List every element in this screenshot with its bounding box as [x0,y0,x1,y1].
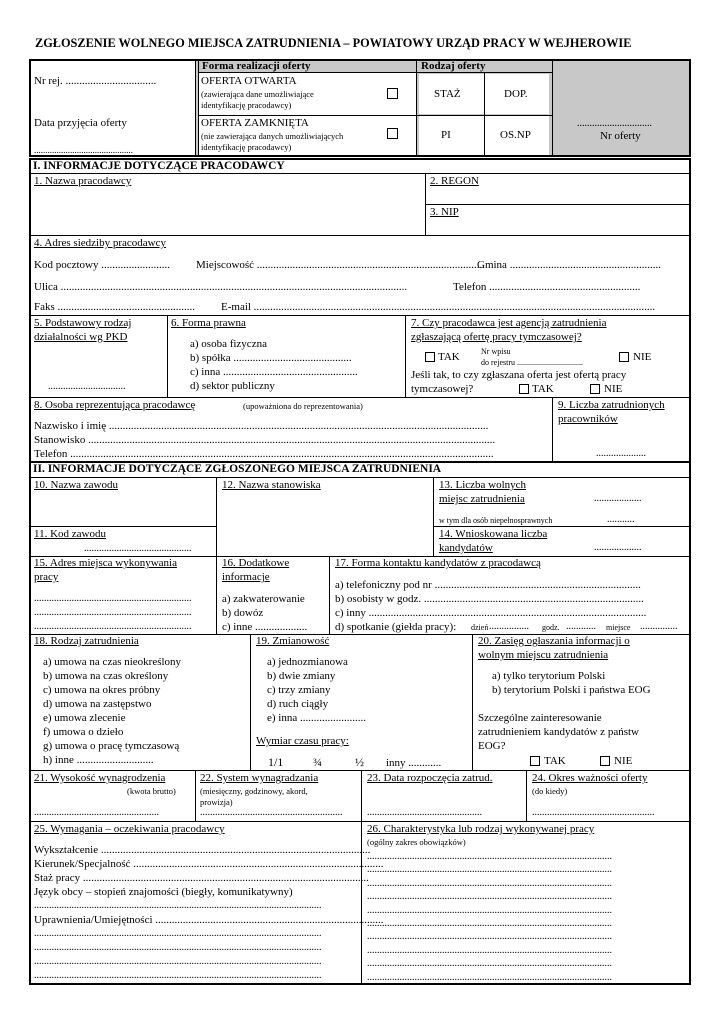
wymiar-1-2-option[interactable]: ½ [355,755,364,769]
kod-zawodu-field[interactable]: ........................................... [84,543,192,554]
kontakt-spotkanie-label: d) spotkanie (giełda pracy): [335,621,457,633]
zmianowosc-option-4[interactable]: d) ruch ciągły [267,698,329,710]
nr-oferty-field[interactable]: .............................. [577,118,652,129]
data-przyjecia-field[interactable]: ............................................ [34,145,133,155]
pi-option[interactable]: PI [441,129,451,141]
wynagrodzenie-note: (kwota brutto) [127,786,176,796]
rodzaj-zatrudnienia-option-4[interactable]: d) umowa na zastępstwo [43,698,152,710]
forma-prawna-d[interactable]: d) sektor publiczny [190,380,275,392]
nazwisko-field[interactable]: Nazwisko i imię .......................................................................................................................................... [34,420,489,432]
oferta-otwarta-note: (zawierająca dane umożliwiające [201,89,314,99]
regon-label: 2. REGON [430,175,479,187]
kod-pocztowy-field[interactable]: Kod pocztowy ......................... [34,259,170,271]
eog-question-2: zatrudnieniem kandydatów z państw [478,726,639,738]
zasieg-label: 20. Zasięg ogłaszania informacji o [478,635,630,647]
nip-label: 3. NIP [430,206,459,218]
nr-wpisu-label: Nr wpisu [481,347,511,356]
tymczasowa-tak-checkbox[interactable] [519,384,529,394]
oferta-otwarta-checkbox[interactable] [387,88,398,99]
nazwa-zawodu-label: 10. Nazwa zawodu [34,479,118,491]
uprawnienia-field[interactable]: Uprawnienia/Umiejętności ................................................................................... [34,914,384,926]
osoba-reprezentujaca-note: (upoważniona do reprezentowania) [243,401,363,411]
rodzaj-zatrudnienia-option-3[interactable]: c) umowa na okres próbny [43,684,161,696]
tymczasowa-nie-checkbox[interactable] [590,384,600,394]
adres-miejsca-field-3[interactable]: ............................................................... [34,621,192,632]
eog-question: Szczególne zainteresowanie [478,712,602,724]
data-rozpoczecia-field[interactable]: .............................................. [367,807,482,818]
liczba-zatrudnionych-label-2: pracowników [558,413,618,425]
tymczasowa-question-2: tymczasowej? [411,383,474,395]
charakterystyka-line-2[interactable]: .................................................................................................. [367,864,612,876]
dodatkowe-informacje-label-2: informacje [222,571,270,583]
tymczasowa-nie-label: NIE [604,383,623,395]
charakterystyka-line-8[interactable]: .................................................................................................. [367,944,612,956]
kontakt-osobisty-field[interactable]: b) osobisty w godz. ................................................................................ [335,593,644,605]
osoba-reprezentujaca-label: 8. Osoba reprezentująca pracodawcę [34,399,196,411]
zmianowosc-option-2[interactable]: b) dwie zmiany [267,670,336,682]
pkd-field[interactable]: ............................... [48,381,126,392]
rodzaj-zatrudnienia-option-8[interactable]: h) inne ............................ [43,754,154,766]
section-1-title: I. INFORMACJE DOTYCZĄCE PRACODAWCY [33,160,285,172]
zasieg-label-2: wolnym miejscu zatrudnienia [478,649,609,661]
forma-prawna-a[interactable]: a) osoba fizyczna [190,338,267,350]
dodatkowe-informacje-label: 16. Dodatkowe [222,557,290,569]
rodzaj-zatrudnienia-label: 18. Rodzaj zatrudnienia [34,635,139,647]
eog-nie-label: NIE [614,755,633,767]
system-wynagradzania-note-2: prowizja) [200,797,233,807]
rodzaj-zatrudnienia-option-6[interactable]: f) umowa o dzieło [43,726,124,738]
faks-field[interactable]: Faks .................................................. [34,301,196,313]
zmianowosc-option-5[interactable]: e) inna ........................ [267,712,366,724]
niepelnosprawni-field[interactable]: ........... [607,514,635,525]
kontakt-inny-field[interactable]: c) inny ..................................................................................................... [335,607,647,619]
niepelnosprawni-label: w tym dla osób niepełnosprawnych [439,516,553,525]
kierunek-field[interactable]: Kierunek/Specjalność ........................................................................................... [34,858,384,870]
liczba-kandydatow-label: 14. Wnioskowana liczba [439,528,548,540]
kontakt-telefoniczny-field[interactable]: a) telefoniczny pod nr ........................................................................... [335,579,641,591]
page-title: ZGŁOSZENIE WOLNEGO MIEJSCA ZATRUDNIENIA – POWIATOWY URZĄD PRACY W WEJHEROWIE [35,36,632,50]
jezyk-obcy-label: Język obcy – stopień znajomości (biegły, komunikatywny) [34,886,293,898]
dowoz-option[interactable]: b) dowóz [222,607,264,619]
agencja-label-2: zgłaszającą ofertę pracy tymczasowej? [411,331,582,343]
okres-waznosci-label: 24. Okres ważności oferty [532,772,648,784]
agencja-nie-checkbox[interactable] [619,352,629,362]
liczba-miejsc-label: 13. Liczba wolnych [439,479,527,491]
oferta-zamknieta-label: OFERTA ZAMKNIĘTA [201,117,309,129]
zasieg-polska-option[interactable]: a) tylko terytorium Polski [492,670,606,682]
data-przyjecia-label: Data przyjęcia oferty [34,117,127,129]
tymczasowa-tak-label: TAK [532,383,554,395]
zasieg-eog-option[interactable]: b) terytorium Polski i państwa EOG [492,684,651,696]
osnp-option[interactable]: OS.NP [500,129,531,141]
jezyk-obcy-field[interactable]: ................................................................................................................... [34,900,322,911]
rodzaj-zatrudnienia-option-1[interactable]: a) umowa na czas nieokreślony [43,656,182,668]
oferta-otwarta-note2: identyfikację pracodawcy) [201,100,292,110]
wynagrodzenie-field[interactable]: .................................................. [34,807,159,818]
header-box [29,59,691,157]
oferta-zamknieta-note2: identyfikację pracodawcy) [201,142,292,152]
wyksztalcenie-field[interactable]: Wykształcenie .................................................................................................. [34,844,371,856]
forma-realizacji-title: Forma realizacji oferty [202,60,311,72]
rodzaj-oferty-title: Rodzaj oferty [421,60,486,72]
forma-prawna-c[interactable]: c) inna ................................................. [190,366,358,378]
liczba-kandydatow-label-2: kandydatów [439,542,493,554]
adres-miejsca-label: 15. Adres miejsca wykonywania [34,557,177,569]
agencja-nie-label: NIE [633,351,652,363]
charakterystyka-line-5[interactable]: .................................................................................................. [367,904,612,916]
tymczasowa-question: Jeśli tak, to czy zgłaszana oferta jest ofertą pracy [411,369,627,381]
osoba-telefon-field[interactable]: Telefon .......................................................................................................................................................... [34,448,494,460]
eog-nie-checkbox[interactable] [600,756,610,766]
godz-label: godz. [542,623,560,632]
zmianowosc-option-1[interactable]: a) jednozmianowa [267,656,348,668]
nazwa-stanowiska-label: 12. Nazwa stanowiska [222,479,321,491]
email-field[interactable]: E-mail .................................................................................................................................................. [221,301,656,313]
pkd-label: 5. Podstawowy rodzaj [34,317,132,329]
liczba-zatrudnionych-field[interactable]: .................... [596,448,646,459]
eog-tak-checkbox[interactable] [530,756,540,766]
pkd-label-2: działalności wg PKD [34,331,128,343]
wymiar-inny-field[interactable]: inny ............ [386,757,442,769]
charakterystyka-label: 26. Charakterystyka lub rodzaj wykonywanej pracy [367,823,595,835]
inne-informacje-option[interactable]: c) inne ................... [222,621,308,633]
wymagania-label: 25. Wymagania – oczekiwania pracodawcy [34,823,225,835]
zakwaterowanie-option[interactable]: a) zakwaterowanie [222,593,305,605]
zmianowosc-label: 19. Zmianowość [256,635,330,647]
miejscowosc-field[interactable]: Miejscowość ................................................................................... [196,259,486,271]
nr-rej-field[interactable]: Nr rej. ................................. [34,75,157,87]
okres-waznosci-note: (do kiedy) [532,786,568,796]
staz-pracy-field[interactable]: Staż pracy ........................................................................................................ [34,872,369,884]
adres-miejsca-field-2[interactable]: ............................................................... [34,607,192,618]
liczba-miejsc-field[interactable]: ................... [594,493,642,504]
wymagania-line-1[interactable]: ................................................................................................................... [34,928,322,939]
charakterystyka-note: (ogólny zakres obowiązków) [367,837,466,847]
eog-tak-label: TAK [544,755,566,767]
rodzaj-zatrudnienia-option-2[interactable]: b) umowa na czas określony [43,670,169,682]
wynagrodzenie-label: 21. Wysokość wynagrodzenia [34,772,166,784]
gmina-field[interactable]: Gmina ....................................................... [477,259,661,271]
ulica-field[interactable]: Ulica .............................................................................................................................. [34,281,408,293]
data-rozpoczecia-label: 23. Data rozpoczęcia zatrud. [367,772,493,784]
forma-prawna-b[interactable]: b) spółka ........................................... [190,352,352,364]
charakterystyka-line-4[interactable]: .................................................................................................. [367,891,612,903]
dop-option[interactable]: DOP. [504,88,528,100]
wymagania-line-2[interactable]: ................................................................................................................... [34,942,322,953]
kod-zawodu-label: 11. Kod zawodu [34,528,106,540]
zmianowosc-option-3[interactable]: c) trzy zmiany [267,684,331,696]
system-wynagradzania-field[interactable]: ......................................................... [200,807,343,818]
dzien-field[interactable]: ................ [489,621,529,632]
system-wynagradzania-label: 22. System wynagradzania [200,772,319,784]
forma-prawna-label: 6. Forma prawna [171,317,246,329]
charakterystyka-line-6[interactable]: .................................................................................................. [367,918,612,929]
charakterystyka-line-3[interactable]: .................................................................................................. [367,877,612,889]
miejsce-field[interactable]: ............... [640,621,678,632]
liczba-kandydatow-field[interactable]: ................... [594,542,642,553]
system-wynagradzania-note: (miesięczny, godzinowy, akord, [200,786,308,796]
telefon-field[interactable]: Telefon ....................................................... [453,281,641,293]
oferta-otwarta-label: OFERTA OTWARTA [201,75,297,87]
charakterystyka-line-7[interactable]: .................................................................................................. [367,931,612,943]
rodzaj-zatrudnienia-option-5[interactable]: e) umowa zlecenie [43,712,126,724]
wymagania-line-4[interactable]: ................................................................................................................... [34,970,322,981]
oferta-zamknieta-checkbox[interactable] [387,128,398,139]
stanowisko-field[interactable]: Stanowisko .................................................................................................................................................... [34,434,496,446]
charakterystyka-line-10[interactable]: .................................................................................................. [367,971,612,983]
agencja-tak-label: TAK [438,351,460,363]
nazwa-pracodawcy-label: 1. Nazwa pracodawcy [34,175,132,187]
liczba-zatrudnionych-label: 9. Liczba zatrudnionych [558,399,665,411]
adres-miejsca-label-2: pracy [34,571,59,583]
staz-option[interactable]: STAŻ [434,88,461,100]
wymiar-1-1-option[interactable]: 1/1 [268,755,284,769]
wymagania-line-3[interactable]: ................................................................................................................... [34,956,322,967]
okres-waznosci-field[interactable]: ................................................. [532,807,655,818]
charakterystyka-line-9[interactable]: .................................................................................................. [367,958,612,970]
eog-question-3: EOG? [478,740,506,752]
nr-oferty-label: Nr oferty [600,130,641,142]
oferta-zamknieta-note: (nie zawierająca danych umożliwiających [201,131,344,141]
agencja-tak-checkbox[interactable] [425,352,435,362]
nr-wpisu-field[interactable]: do rejestru ................................. [481,358,583,367]
liczba-miejsc-label-2: miejsc zatrudnienia [439,493,525,505]
godz-field[interactable]: ............ [566,621,596,632]
rodzaj-zatrudnienia-option-7[interactable]: g) umowa o pracę tymczasową [43,740,180,752]
adres-miejsca-field-1[interactable]: ............................................................... [34,593,192,604]
adres-siedziby-label: 4. Adres siedziby pracodawcy [34,237,166,249]
section-2-title: II. INFORMACJE DOTYCZĄCE ZGŁOSZONEGO MIEJSCA ZATRUDNIENIA [33,463,442,475]
wymiar-3-4-option[interactable]: ¾ [313,755,322,769]
forma-kontaktu-label: 17. Forma kontaktu kandydatów z pracodawcą [335,557,541,569]
charakterystyka-line-1[interactable]: .................................................................................................. [367,851,612,862]
agencja-label: 7. Czy pracodawca jest agencją zatrudnienia [411,317,607,329]
dzien-label: dzień [471,623,489,632]
wymiar-czasu-label: Wymiar czasu pracy: [256,735,349,747]
miejsce-label: miejsce [606,623,631,632]
